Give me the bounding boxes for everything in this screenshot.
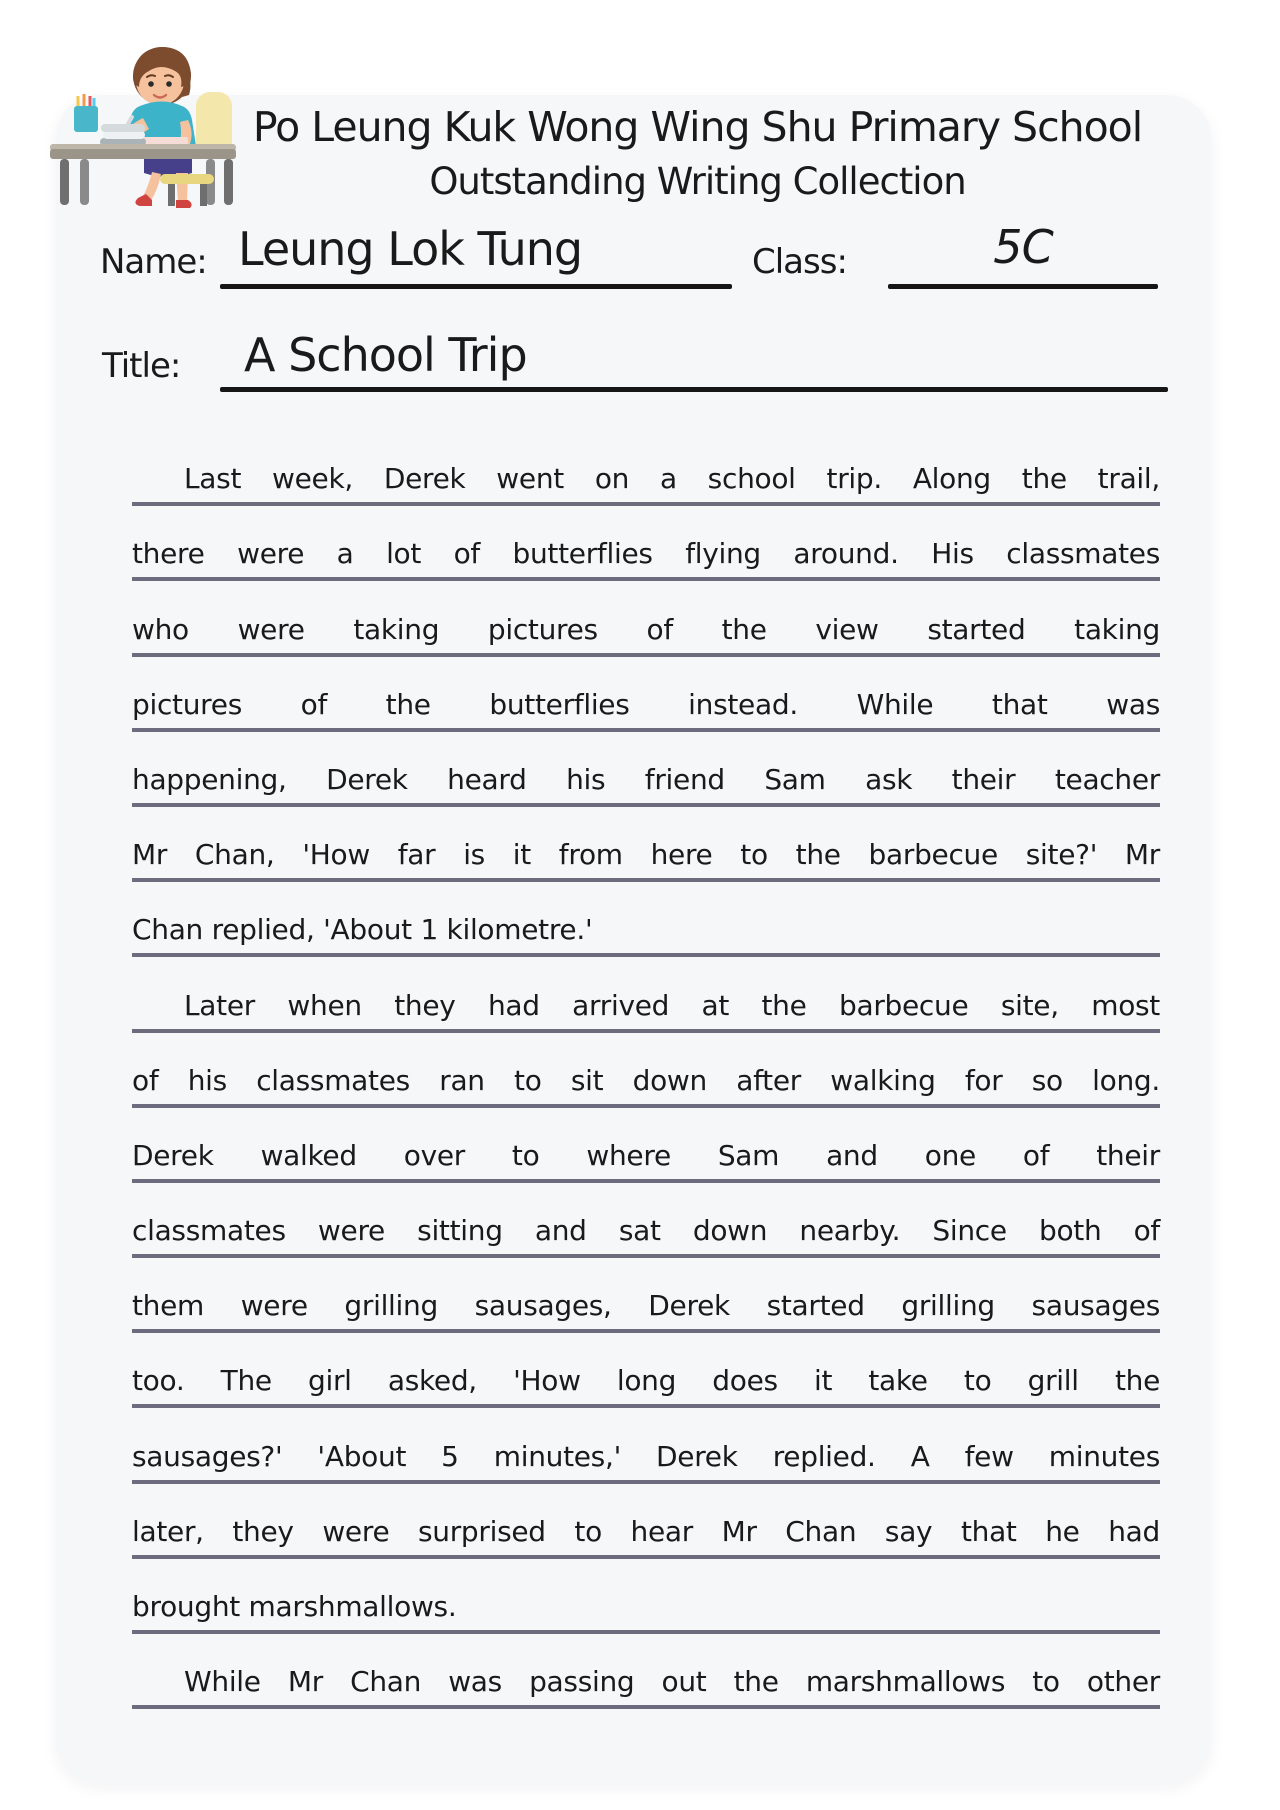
essay-line: brought marshmallows.: [132, 1559, 1160, 1634]
collection-title: Outstanding Writing Collection: [429, 160, 966, 203]
boy-writing-at-desk-icon: [48, 34, 240, 212]
essay-line: sausages?' 'About 5 minutes,' Derek replied. A few minutes: [132, 1408, 1160, 1483]
essay-line: them were grilling sausages, Derek started grilling sausages: [132, 1258, 1160, 1333]
essay-line: happening, Derek heard his friend Sam ask their teacher: [132, 732, 1160, 807]
essay-line: pictures of the butterflies instead. While that was: [132, 657, 1160, 732]
essay-line: While Mr Chan was passing out the marshmallows to other: [132, 1634, 1160, 1709]
name-label: Name:: [100, 242, 207, 282]
class-label: Class:: [752, 242, 847, 282]
essay-line: who were taking pictures of the view started taking: [132, 581, 1160, 656]
essay-line: of his classmates ran to sit down after walking for so long.: [132, 1033, 1160, 1108]
essay-line: Derek walked over to where Sam and one of their: [132, 1108, 1160, 1183]
title-underline: [220, 387, 1168, 392]
essay-line: Last week, Derek went on a school trip. Along the trail,: [132, 431, 1160, 506]
class-underline: [888, 284, 1158, 289]
title-label: Title:: [102, 346, 181, 386]
title-value: A School Trip: [244, 328, 527, 382]
essay-line: Later when they had arrived at the barbecue site, most: [132, 957, 1160, 1032]
essay-line: later, they were surprised to hear Mr Chan say that he had: [132, 1484, 1160, 1559]
worksheet-header: [190, 100, 1205, 206]
essay-line: there were a lot of butterflies flying around. His classmates: [132, 506, 1160, 581]
essay-line: Chan replied, 'About 1 kilometre.': [132, 882, 1160, 957]
school-name: Po Leung Kuk Wong Wing Shu Primary School: [252, 103, 1143, 151]
essay-line: too. The girl asked, 'How long does it take to grill the: [132, 1333, 1160, 1408]
essay-body: [132, 431, 1160, 1709]
essay-line: classmates were sitting and sat down nearby. Since both of: [132, 1183, 1160, 1258]
name-underline: [220, 284, 732, 289]
class-value: 5C: [993, 220, 1053, 274]
essay-line: Mr Chan, 'How far is it from here to the barbecue site?' Mr: [132, 807, 1160, 882]
name-value: Leung Lok Tung: [238, 222, 583, 276]
